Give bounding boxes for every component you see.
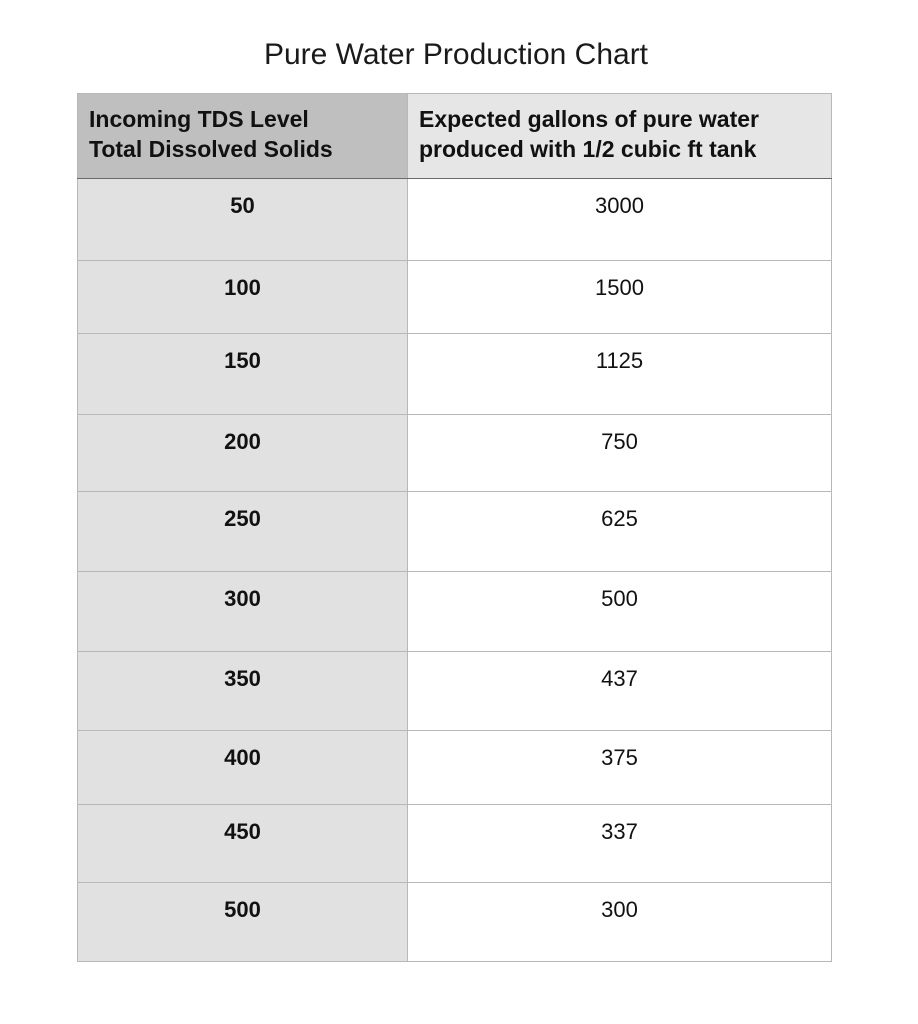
header-tds-level-line-1: Incoming TDS Level [89,106,309,132]
table-row [78,805,832,883]
header-tds-level-line-2: Total Dissolved Solids [89,136,333,162]
table-header-row [78,94,832,179]
tds-value-cell: 100 [78,261,408,334]
table-row [78,415,832,492]
gallons-value-cell: 1125 [408,334,832,415]
header-expected-gallons-line-1: Expected gallons of pure water [419,106,759,132]
gallons-value-cell: 300 [408,883,832,962]
header-tds-level [78,94,408,179]
table-row [78,652,832,731]
gallons-value-cell: 437 [408,652,832,731]
tds-value-cell: 450 [78,805,408,883]
chart-title: Pure Water Production Chart [263,38,649,71]
tds-value-cell: 350 [78,652,408,731]
table-row [78,572,832,652]
gallons-value-cell: 3000 [408,179,832,261]
table-row [78,261,832,334]
gallons-value-cell: 625 [408,492,832,572]
table-row [78,492,832,572]
tds-value-cell: 200 [78,415,408,492]
gallons-value-cell: 750 [408,415,832,492]
tds-value-cell: 400 [78,731,408,805]
header-expected-gallons [408,94,832,179]
table-row [78,731,832,805]
tds-value-cell: 300 [78,572,408,652]
tds-value-cell: 250 [78,492,408,572]
table-row [78,334,832,415]
gallons-value-cell: 500 [408,572,832,652]
gallons-value-cell: 375 [408,731,832,805]
tds-value-cell: 50 [78,179,408,261]
header-expected-gallons-line-2: produced with 1/2 cubic ft tank [419,136,757,162]
tds-production-table [77,93,832,962]
table-row [78,179,832,261]
gallons-value-cell: 1500 [408,261,832,334]
gallons-value-cell: 337 [408,805,832,883]
table-row [78,883,832,962]
tds-value-cell: 150 [78,334,408,415]
tds-value-cell: 500 [78,883,408,962]
